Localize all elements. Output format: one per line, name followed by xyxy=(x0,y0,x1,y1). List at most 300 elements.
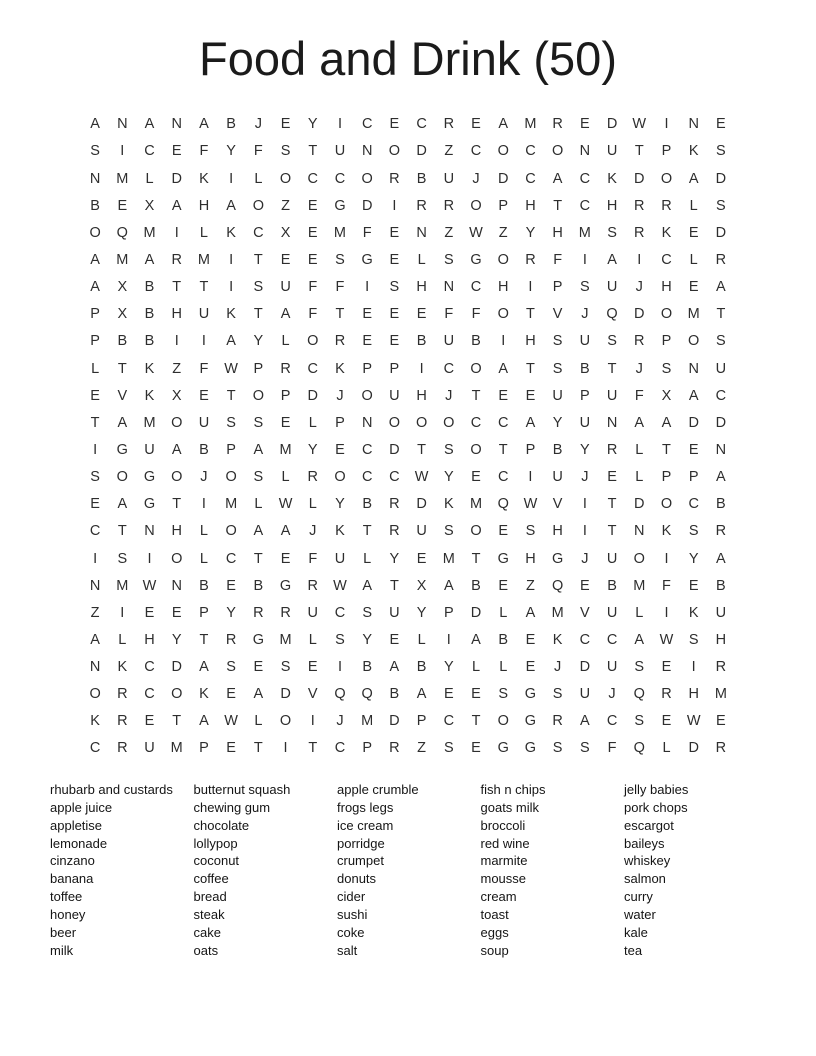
grid-letter: S xyxy=(253,279,264,296)
grid-letter: C xyxy=(715,387,727,404)
grid-letter: O xyxy=(552,143,564,160)
grid-letter: R xyxy=(280,604,291,621)
grid-letter: S xyxy=(688,631,699,648)
word-item: frogs legs xyxy=(337,799,394,815)
grid-letter: Z xyxy=(172,360,182,377)
grid-letter: Q xyxy=(606,306,618,323)
grid-letter: V xyxy=(552,306,563,323)
grid-letter: L xyxy=(145,170,154,187)
grid-letter: S xyxy=(443,740,454,757)
grid-letter: G xyxy=(334,197,346,214)
grid-letter: T xyxy=(417,441,427,458)
grid-letter: I xyxy=(528,469,533,486)
grid-letter: T xyxy=(253,306,263,323)
grid-letter: R xyxy=(634,197,645,214)
grid-letter: O xyxy=(388,143,401,160)
grid-letter: I xyxy=(501,333,506,350)
grid-letter: E xyxy=(307,251,318,268)
grid-letter: Y xyxy=(226,143,236,160)
grid-letter: O xyxy=(171,469,183,486)
grid-letter: L xyxy=(254,713,263,730)
grid-letter: J xyxy=(336,387,344,404)
grid-letter: O xyxy=(497,143,509,160)
grid-letter: W xyxy=(224,713,238,730)
grid-letter: U xyxy=(443,170,455,187)
grid-letter: M xyxy=(225,496,238,513)
grid-letter: U xyxy=(606,387,618,404)
grid-letter: T xyxy=(471,387,481,404)
grid-letter: D xyxy=(634,496,645,513)
grid-letter: M xyxy=(633,577,646,594)
grid-letter: I xyxy=(664,116,669,133)
word-item: salmon xyxy=(624,871,666,887)
grid-letter: A xyxy=(498,360,509,377)
grid-letter: O xyxy=(660,306,673,323)
grid-letter: E xyxy=(307,659,318,676)
grid-letter: S xyxy=(634,713,645,730)
grid-letter: T xyxy=(471,713,481,730)
grid-letter: T xyxy=(253,251,263,268)
grid-letter: H xyxy=(606,197,618,214)
grid-letter: E xyxy=(389,116,400,133)
grid-letter: N xyxy=(715,441,727,458)
grid-letter: E xyxy=(90,496,100,513)
grid-letter: P xyxy=(416,713,427,730)
grid-letter: Y xyxy=(335,496,345,513)
grid-letter: N xyxy=(89,577,101,594)
grid-letter: L xyxy=(254,496,263,513)
grid-letter: L xyxy=(635,469,644,486)
grid-letter: K xyxy=(199,686,209,703)
word-item: cider xyxy=(337,889,366,905)
grid-letter: I xyxy=(120,143,125,160)
grid-letter: I xyxy=(201,496,206,513)
grid-letter: I xyxy=(283,740,288,757)
grid-letter: W xyxy=(224,360,238,377)
grid-letter: N xyxy=(361,414,373,431)
grid-letter: S xyxy=(90,143,100,160)
grid-letter: R xyxy=(117,686,128,703)
grid-letter: R xyxy=(443,197,455,214)
grid-letter: U xyxy=(280,279,291,296)
grid-letter: B xyxy=(471,577,481,594)
word-item: water xyxy=(624,906,656,922)
grid-letter: Z xyxy=(90,604,100,621)
grid-letter: O xyxy=(225,469,237,486)
grid-letter: E xyxy=(253,659,264,676)
grid-letter: B xyxy=(362,496,373,513)
grid-letter: R xyxy=(661,197,672,214)
grid-letter: T xyxy=(471,550,481,567)
word-search-grid xyxy=(82,111,735,762)
grid-letter: F xyxy=(471,306,481,323)
grid-letter: P xyxy=(498,197,509,214)
grid-letter: T xyxy=(607,523,617,540)
grid-letter: B xyxy=(416,170,427,187)
grid-letter: B xyxy=(144,306,155,323)
grid-letter: R xyxy=(634,333,645,350)
grid-letter: E xyxy=(688,224,699,241)
grid-letter: X xyxy=(117,279,128,296)
grid-letter: B xyxy=(716,496,726,513)
grid-letter: A xyxy=(199,116,209,133)
grid-letter: O xyxy=(334,469,346,486)
grid-letter: C xyxy=(361,116,373,133)
grid-letter: E xyxy=(362,306,373,323)
word-item: red wine xyxy=(480,835,530,851)
grid-letter: N xyxy=(171,116,182,133)
grid-letter: E xyxy=(471,686,481,703)
grid-letter: H xyxy=(497,279,509,296)
grid-letter: R xyxy=(389,496,400,513)
grid-letter: D xyxy=(389,441,400,458)
grid-letter: C xyxy=(89,740,101,757)
grid-letter: Z xyxy=(281,197,290,214)
grid-letter: U xyxy=(334,143,346,160)
grid-letter: S xyxy=(335,631,345,648)
word-item: toffee xyxy=(50,889,83,905)
grid-letter: S xyxy=(389,279,400,296)
grid-letter: T xyxy=(253,550,263,567)
grid-letter: R xyxy=(389,170,400,187)
grid-letter: K xyxy=(90,713,100,730)
grid-letter: S xyxy=(280,143,291,160)
grid-letter: I xyxy=(637,251,642,268)
grid-letter: F xyxy=(335,279,345,296)
grid-letter: I xyxy=(582,251,587,268)
grid-letter: S xyxy=(525,523,536,540)
grid-letter: N xyxy=(688,360,699,377)
grid-letter: U xyxy=(144,740,155,757)
grid-letter: S xyxy=(688,523,699,540)
grid-letter: Q xyxy=(552,577,564,594)
grid-letter: O xyxy=(252,197,264,214)
grid-letter: E xyxy=(226,577,236,594)
grid-letter: L xyxy=(499,604,508,621)
grid-letter: L xyxy=(662,740,671,757)
grid-letter: C xyxy=(525,143,536,160)
grid-letter: E xyxy=(280,116,291,133)
grid-letter: L xyxy=(199,523,208,540)
grid-letter: E xyxy=(416,306,427,323)
word-item: cream xyxy=(480,889,517,905)
grid-letter: K xyxy=(226,224,236,241)
grid-letter: H xyxy=(144,631,155,648)
grid-letter: A xyxy=(389,659,400,676)
grid-letter: Z xyxy=(526,577,535,594)
grid-letter: N xyxy=(361,143,373,160)
grid-letter: M xyxy=(116,577,129,594)
grid-letter: L xyxy=(635,604,644,621)
grid-letter: P xyxy=(661,469,672,486)
grid-letter: K xyxy=(226,306,236,323)
grid-letter: B xyxy=(552,441,563,458)
grid-letter: L xyxy=(118,631,127,648)
grid-letter: E xyxy=(307,224,318,241)
grid-letter: S xyxy=(552,686,563,703)
grid-letter: G xyxy=(524,686,537,703)
word-item: mousse xyxy=(480,871,527,887)
grid-letter: Y xyxy=(443,659,454,676)
grid-letter: S xyxy=(552,740,563,757)
grid-letter: G xyxy=(252,631,264,648)
grid-letter: U xyxy=(552,387,563,404)
grid-letter: P xyxy=(362,740,373,757)
word-item: oats xyxy=(193,942,219,958)
grid-letter: U xyxy=(606,659,618,676)
grid-letter: M xyxy=(279,441,292,458)
grid-letter: E xyxy=(389,251,400,268)
grid-letter: A xyxy=(90,251,100,268)
grid-letter: B xyxy=(471,333,481,350)
grid-letter: L xyxy=(308,631,317,648)
grid-letter: C xyxy=(497,469,509,486)
grid-letter: C xyxy=(470,279,482,296)
grid-letter: T xyxy=(199,631,209,648)
grid-letter: T xyxy=(335,306,345,323)
grid-letter: U xyxy=(715,604,727,621)
word-item: lollypop xyxy=(193,835,238,851)
grid-letter: K xyxy=(443,496,454,513)
grid-letter: D xyxy=(715,170,727,187)
grid-letter: Y xyxy=(688,550,699,567)
grid-letter: U xyxy=(416,523,427,540)
grid-letter: I xyxy=(229,170,234,187)
grid-letter: I xyxy=(147,550,152,567)
grid-letter: M xyxy=(442,550,455,567)
grid-letter: Y xyxy=(362,631,373,648)
grid-letter: C xyxy=(334,604,346,621)
grid-letter: H xyxy=(661,279,672,296)
word-item: apple crumble xyxy=(337,782,419,798)
grid-letter: M xyxy=(524,116,537,133)
grid-letter: S xyxy=(443,523,454,540)
grid-letter: U xyxy=(606,143,618,160)
grid-letter: E xyxy=(389,333,400,350)
word-list-column xyxy=(50,781,194,959)
grid-letter: B xyxy=(144,279,155,296)
grid-letter: U xyxy=(606,279,618,296)
grid-letter: N xyxy=(117,116,128,133)
grid-letter: F xyxy=(253,143,263,160)
word-item: chocolate xyxy=(193,817,250,833)
grid-letter: Y xyxy=(253,333,264,350)
grid-letter: E xyxy=(688,577,699,594)
grid-letter: E xyxy=(471,469,481,486)
grid-letter: T xyxy=(172,496,182,513)
grid-letter: M xyxy=(116,170,129,187)
grid-letter: R xyxy=(634,224,645,241)
grid-letter: O xyxy=(660,496,673,513)
grid-letter: T xyxy=(716,306,726,323)
grid-letter: N xyxy=(144,523,155,540)
grid-letter: O xyxy=(497,306,509,323)
grid-letter: T xyxy=(199,279,209,296)
grid-letter: D xyxy=(715,414,727,431)
grid-letter: F xyxy=(199,360,209,377)
grid-letter: G xyxy=(143,469,156,486)
grid-letter: C xyxy=(525,170,536,187)
grid-letter: P xyxy=(580,387,590,404)
grid-letter: K xyxy=(144,360,155,377)
grid-letter: E xyxy=(525,659,536,676)
grid-letter: E xyxy=(362,333,373,350)
grid-letter: O xyxy=(470,197,482,214)
grid-letter: E xyxy=(389,631,400,648)
grid-letter: L xyxy=(199,550,208,567)
grid-letter: B xyxy=(389,686,400,703)
grid-letter: L xyxy=(308,496,317,513)
grid-letter: M xyxy=(578,224,591,241)
grid-letter: S xyxy=(280,659,291,676)
grid-letter: O xyxy=(497,251,509,268)
grid-letter: F xyxy=(662,577,671,594)
grid-letter: T xyxy=(90,414,100,431)
grid-letter: L xyxy=(281,469,290,486)
grid-letter: D xyxy=(688,414,699,431)
grid-letter: H xyxy=(198,197,210,214)
grid-letter: G xyxy=(361,251,373,268)
grid-letter: A xyxy=(471,631,481,648)
grid-letter: I xyxy=(392,197,397,214)
grid-letter: S xyxy=(498,686,509,703)
grid-letter: O xyxy=(307,333,319,350)
grid-letter: G xyxy=(497,740,509,757)
grid-letter: S xyxy=(607,333,617,350)
grid-letter: M xyxy=(197,251,210,268)
word-item: butternut squash xyxy=(193,782,291,798)
grid-letter: Y xyxy=(307,116,318,133)
grid-letter: M xyxy=(361,713,374,730)
grid-letter: B xyxy=(199,577,209,594)
grid-letter: D xyxy=(688,740,699,757)
word-item: appletise xyxy=(50,817,103,833)
grid-letter: C xyxy=(389,469,400,486)
grid-letter: R xyxy=(389,523,400,540)
grid-letter: L xyxy=(308,414,317,431)
grid-letter: P xyxy=(443,604,454,621)
grid-letter: U xyxy=(144,441,155,458)
grid-letter: T xyxy=(526,360,535,377)
word-item: porridge xyxy=(337,835,385,851)
grid-letter: W xyxy=(523,496,538,513)
grid-letter: U xyxy=(606,550,618,567)
grid-letter: A xyxy=(280,523,291,540)
grid-letter: B xyxy=(580,360,590,377)
grid-letter: S xyxy=(253,414,264,431)
grid-letter: O xyxy=(633,550,645,567)
grid-letter: O xyxy=(497,713,509,730)
grid-letter: A xyxy=(634,414,645,431)
grid-letter: E xyxy=(280,550,291,567)
grid-letter: A xyxy=(688,387,699,404)
grid-letter: T xyxy=(362,523,372,540)
grid-letter: U xyxy=(198,306,210,323)
grid-letter: S xyxy=(716,197,726,214)
grid-letter: S xyxy=(661,360,672,377)
grid-letter: C xyxy=(361,441,373,458)
grid-letter: C xyxy=(253,224,264,241)
grid-letter: K xyxy=(199,170,209,187)
grid-letter: U xyxy=(579,686,591,703)
grid-letter: C xyxy=(497,414,509,431)
grid-letter: C xyxy=(443,360,455,377)
grid-letter: I xyxy=(664,604,669,621)
grid-letter: O xyxy=(660,170,673,187)
grid-letter: T xyxy=(308,143,318,160)
grid-letter: W xyxy=(333,577,347,594)
grid-letter: O xyxy=(171,550,183,567)
grid-letter: A xyxy=(416,686,427,703)
grid-letter: J xyxy=(581,550,589,567)
grid-letter: D xyxy=(715,224,727,241)
grid-letter: A xyxy=(226,197,236,214)
grid-letter: G xyxy=(524,713,537,730)
grid-letter: Q xyxy=(334,686,346,703)
grid-letter: M xyxy=(714,686,727,703)
grid-letter: D xyxy=(634,170,645,187)
grid-letter: B xyxy=(498,631,509,648)
grid-letter: F xyxy=(607,740,617,757)
grid-letter: E xyxy=(607,469,617,486)
grid-letter: T xyxy=(553,197,563,214)
grid-letter: T xyxy=(172,713,182,730)
grid-letter: N xyxy=(416,224,427,241)
grid-letter: E xyxy=(525,387,536,404)
grid-letter: K xyxy=(335,523,345,540)
grid-letter: B xyxy=(90,197,100,214)
grid-letter: H xyxy=(171,306,182,323)
grid-letter: O xyxy=(361,170,373,187)
grid-letter: N xyxy=(634,523,645,540)
grid-letter: H xyxy=(688,686,699,703)
grid-letter: O xyxy=(279,170,292,187)
grid-letter: A xyxy=(716,469,726,486)
grid-letter: L xyxy=(199,224,208,241)
grid-letter: E xyxy=(144,604,155,621)
grid-letter: S xyxy=(716,143,726,160)
grid-letter: C xyxy=(470,143,482,160)
grid-letter: Z xyxy=(444,224,454,241)
grid-letter: R xyxy=(661,686,672,703)
grid-letter: X xyxy=(117,306,128,323)
grid-letter: D xyxy=(389,713,400,730)
grid-letter: Q xyxy=(633,686,645,703)
grid-letter: R xyxy=(307,577,318,594)
grid-letter: K xyxy=(117,659,128,676)
grid-letter: Z xyxy=(444,143,454,160)
word-item: crumpet xyxy=(337,853,384,869)
grid-letter: K xyxy=(661,523,672,540)
grid-letter: C xyxy=(606,713,618,730)
grid-letter: B xyxy=(226,116,236,133)
grid-letter: E xyxy=(661,659,672,676)
grid-letter: E xyxy=(498,523,509,540)
grid-letter: E xyxy=(443,686,454,703)
grid-letter: D xyxy=(606,116,618,133)
grid-letter: B xyxy=(716,577,726,594)
grid-letter: E xyxy=(144,713,155,730)
grid-letter: S xyxy=(226,659,236,676)
grid-letter: Y xyxy=(525,224,536,241)
grid-letter: P xyxy=(253,360,264,377)
grid-letter: F xyxy=(308,306,318,323)
word-item: jelly babies xyxy=(624,782,689,798)
grid-letter: B xyxy=(117,333,128,350)
grid-letter: Y xyxy=(307,441,318,458)
grid-letter: E xyxy=(280,414,291,431)
grid-letter: V xyxy=(552,496,563,513)
